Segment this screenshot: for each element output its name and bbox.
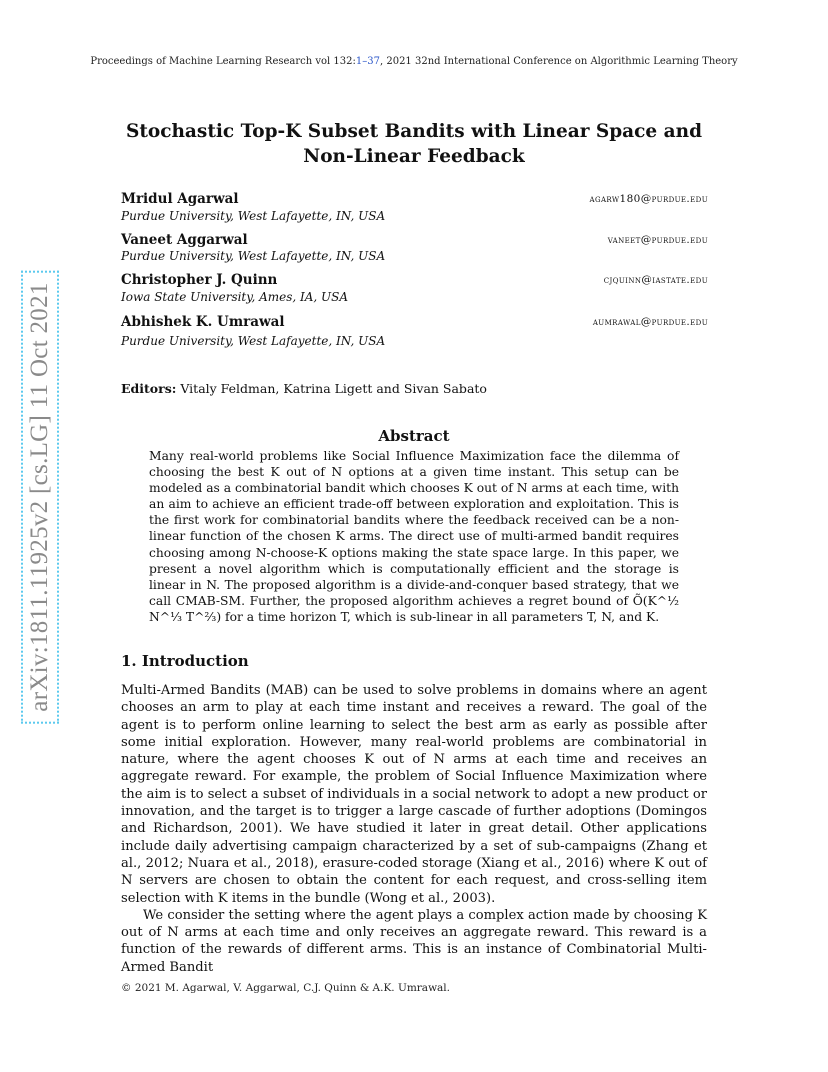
paragraph: We consider the setting where the agent plays a complex action made by choosing K out of N arms at each time and only receives an aggregate reward. This reward is a function of the rewards of different arms. This is an instance of Combinatorial Multi-Armed Bandit <box>121 907 707 975</box>
author-email[interactable]: vaneet@purdue.edu <box>607 234 708 246</box>
author-affiliation: Iowa State University, Ames, IA, USA <box>121 290 349 304</box>
author-affiliation: Purdue University, West Lafayette, IN, USA <box>121 249 386 263</box>
arxiv-stamp[interactable]: arXiv:1811.11925v2 [cs.LG] 11 Oct 2021 <box>21 270 59 723</box>
proceedings-header <box>0 56 828 67</box>
editors-names: Vitaly Feldman, Katrina Ligett and Sivan Sabato <box>180 381 487 396</box>
pages-link[interactable]: 1–37 <box>355 56 380 67</box>
paper-title <box>100 119 728 169</box>
paragraph: Multi-Armed Bandits (MAB) can be used to solve problems in domains where an agent chooses an arm to play at each time instant and receives a reward. The goal of the agent is to perform online learning to select the best arm as early as possible after some initial exploration. However, many real-world problems are combinatorial in nature, where the agent chooses K out of N arms at each time and receives an aggregate reward. For example, the problem of Social Influence Maximization where the aim is to select a subset of individuals in a social network to adopt a new product or innovation, and the target is to trigger a large cascade of further adoptions (Domingos and Richardson, 2001). We have studied it later in great detail. Other applications include daily advertising campaign characterized by a set of sub-campaigns (Zhang et al., 2012; Nuara et al., 2018), erasure-coded storage (Xiang et al., 2016) where K out of N servers are chosen to obtain the content for each request, and cross-selling item selection with K items in the bundle (Wong et al., 2003). <box>121 683 707 906</box>
section-body <box>121 682 707 976</box>
title-line-2: Non-Linear Feedback <box>303 146 525 167</box>
header-prefix: Proceedings of Machine Learning Research vol 132: <box>90 56 356 67</box>
copyright-footer: © 2021 M. Agarwal, V. Aggarwal, C.J. Quinn & A.K. Umrawal. <box>121 982 451 994</box>
abstract-text: Many real-world problems like Social Influence Maximization face the dilemma of choosing the best K out of N options at a given time instant. This setup can be modeled as a combinatorial bandit which chooses K out of N arms at each time, with an aim to achieve an efficient trade-off between exploration and exploitation. This is the first work for combinatorial bandits where the feedback received can be a non-linear function of the chosen K arms. The direct use of multi-armed bandit requires choosing among N-choose-K options making the state space large. In this paper, we present a novel algorithm which is computationally efficient and the storage is linear in N. The proposed algorithm is a divide-and-conquer based strategy, that we call CMAB-SM. Further, the proposed algorithm achieves a regret bound of Õ(K^½ N^⅓ T^⅔) for a time horizon T, which is sub-linear in all parameters T, N, and K. <box>149 449 679 624</box>
section-heading: 1. Introduction <box>121 652 249 670</box>
author-affiliation: Purdue University, West Lafayette, IN, USA <box>121 334 386 348</box>
title-line-1: Stochastic Top-K Subset Bandits with Linear Space and <box>125 121 703 142</box>
editors-line <box>121 381 487 396</box>
abstract-heading: Abstract <box>378 427 450 445</box>
editors-label: Editors: <box>121 381 177 396</box>
author-name: Abhishek K. Umrawal <box>121 314 285 330</box>
author-name: Christopher J. Quinn <box>121 272 278 288</box>
author-name: Vaneet Aggarwal <box>121 232 248 248</box>
author-name: Mridul Agarwal <box>121 191 239 207</box>
author-email[interactable]: aumrawal@purdue.edu <box>592 316 708 328</box>
author-email[interactable]: agarw180@purdue.edu <box>589 193 708 205</box>
author-email[interactable]: cjquinn@iastate.edu <box>603 274 708 286</box>
author-affiliation: Purdue University, West Lafayette, IN, USA <box>121 209 386 223</box>
header-suffix: , 2021 32nd International Conference on Algorithmic Learning Theory <box>379 56 738 67</box>
